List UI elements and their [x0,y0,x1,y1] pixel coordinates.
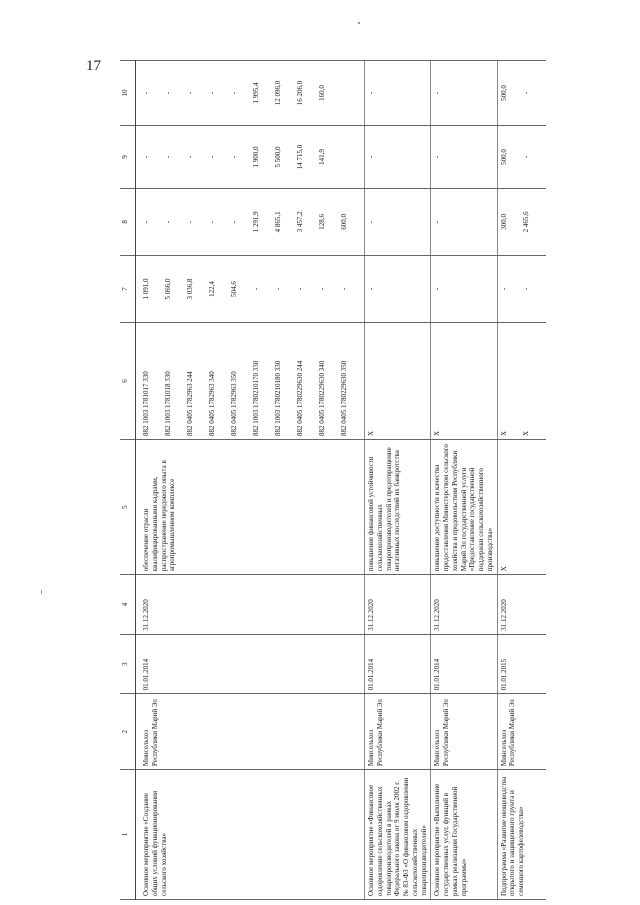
cell-value: 1 291,9 [252,211,260,233]
cell-value: 141,9 [318,149,326,165]
table-row [431,61,497,900]
cell-value: 160,0 [318,85,326,101]
table-cell-c6 [497,323,546,440]
header-cell: 10 [120,61,136,126]
cell-value: - [433,91,442,95]
table-cell-c8 [365,188,431,255]
table-cell-c8 [431,188,497,255]
cell-value: 882 0405 1782963 244 [186,371,194,436]
cell-value: - [142,155,150,159]
cell-value: - [252,287,260,291]
cell-value: - [318,287,326,291]
table-cell-c8 [136,188,365,255]
cell-value: 14 715,0 [296,144,304,170]
cell-value: - [230,91,238,95]
table-cell-c2: Минсельхоз Республики Марий Эл [431,694,497,770]
cell-value: X [521,430,530,436]
cell-value: - [230,155,238,159]
table-cell-c3: 01.01.2015 [497,634,546,694]
header-cell: 2 [120,694,136,770]
cell-value: - [367,287,375,291]
table-cell-c4: 31.12.2020 [136,575,365,635]
cell-value: 600,0 [340,214,348,230]
scan-speck [41,590,42,594]
rotated-table-container [120,60,620,900]
table-cell-c6 [365,323,431,440]
header-cell: 3 [120,634,136,694]
table-cell-c7 [497,255,546,322]
cell-value: - [521,91,530,95]
table-cell-c6 [431,323,497,440]
table-cell-c9 [431,126,497,189]
cell-value: 5 066,0 [164,278,172,300]
cell-value: 882 1003 1780210170 330 [252,360,260,436]
cell-value: - [208,91,216,95]
header-cell: 7 [120,255,136,322]
cell-value: 3 457,2 [296,211,304,233]
cell-value [340,64,362,122]
cell-value: - [521,155,530,159]
header-cell: 6 [120,323,136,440]
table-cell-c4: 31.12.2020 [365,575,431,635]
cell-value: - [433,220,442,224]
header-cell: 8 [120,188,136,255]
table-cell-c10 [431,61,497,126]
table-cell-c10 [497,61,546,126]
table-row [365,61,431,900]
table-cell-c1: Подпрограмма «Развитие овощеводства открытого и защищенного грунта и семенного картофелеводства» [497,770,546,900]
table-cell-c7 [365,255,431,322]
table-cell-c1: Основное мероприятие «Финансовое оздоровление сельскохозяйственных товаропроизводителей в рамках Федерального закона от 9 июля 2002 г. № 83-ФЗ «О финансовом оздоровлении сельскохозяйственных товаропроизводителей» [365,770,431,900]
table-cell-c1: Основное мероприятие «Выполнение государственных услуг, функций в рамках реализации Государственной программы» [431,770,497,900]
cell-value: 122,4 [208,281,216,297]
cell-value: - [142,91,150,95]
table-cell-c6 [136,323,365,440]
table-cell-c9 [136,126,365,189]
cell-value: 882 1003 1781017 330 [142,371,150,436]
cell-value: - [208,220,216,224]
cell-value: 882 0405 1780229630 350 [340,360,348,436]
cell-value: 300,0 [499,214,508,230]
table-cell-c3: 01.01.2014 [365,634,431,694]
table-cell-c9 [497,126,546,189]
cell-value: - [274,287,282,291]
table-cell-c4: 31.12.2020 [497,575,546,635]
cell-value: - [433,287,442,291]
table-row [497,61,546,900]
cell-value: X [499,430,508,436]
table-row [136,61,365,900]
cell-value: - [340,287,348,291]
page-number: 17 [86,58,101,74]
table-cell-c2: Минсельхоз Республики Марий Эл [365,694,431,770]
cell-value: 3 036,8 [186,278,194,300]
cell-value: - [164,220,172,224]
cell-value: 1 995,4 [252,82,260,104]
cell-value: 12 096,0 [274,80,282,106]
cell-value: 882 1003 1780210180 330 [274,360,282,436]
table-cell-c2: Минсельхоз Республики Марий Эл [136,694,365,770]
cell-value: - [367,220,375,224]
cell-value: 504,6 [230,281,238,297]
table-cell-c9 [365,126,431,189]
cell-value: 5 500,0 [274,146,282,168]
cell-value: - [296,287,304,291]
header-cell: 1 [120,770,136,900]
cell-value: 4 865,1 [274,211,282,233]
header-cell: 9 [120,126,136,189]
table-cell-c3: 01.01.2014 [431,634,497,694]
cell-value: 128,6 [318,214,326,230]
cell-value: 882 0405 1780229630 244 [296,360,304,436]
table-body [136,61,546,900]
header-row [120,61,136,900]
cell-value: 500,0 [499,85,508,101]
cell-value: 500,0 [499,149,508,165]
table-cell-c5: обеспечение отрасли квалифицированными кадрами, распространение передового опыта в агропромышленном комплексе [136,439,365,574]
cell-value: - [164,155,172,159]
cell-value: 882 0405 1782963 350 [230,371,238,436]
cell-value: - [186,155,194,159]
table-cell-c4: 31.12.2020 [431,575,497,635]
table-cell-c2: Минсельхоз Республики Марий Эл [497,694,546,770]
cell-value: 1 900,0 [252,146,260,168]
header-cell: 4 [120,575,136,635]
cell-value: - [230,220,238,224]
table-cell-c5: повышение доступности и качества предоставления Министерством сельского хозяйства и продовольствия Республики Марий Эл государственной услуги «Предоставление государственной поддержки сельскохозяйственного производства» [431,439,497,574]
cell-value: 2 465,6 [521,211,530,233]
cell-value: 882 0405 1782963 340 [208,371,216,436]
cell-value: - [433,155,442,159]
cell-value: - [208,155,216,159]
table-cell-c10 [136,61,365,126]
cell-value: - [367,91,375,95]
table-cell-c8 [497,188,546,255]
scan-speck [358,22,360,24]
header-cell: 5 [120,439,136,574]
cell-value: - [521,287,530,291]
table-cell-c7 [431,255,497,322]
cell-value: X [433,430,442,436]
table-cell-c1: Основное мероприятие «Создание общих условий функционирования сельского хозяйства» [136,770,365,900]
program-table [120,60,546,900]
table-cell-c3: 01.01.2014 [136,634,365,694]
cell-value [340,129,362,185]
table-cell-c10 [365,61,431,126]
cell-value: 882 0405 1780229630 340 [318,360,326,436]
cell-value: 16 206,0 [296,80,304,106]
cell-value: 1 091,0 [142,278,150,300]
cell-value: 882 1003 1781018 330 [164,371,172,436]
cell-value: - [186,220,194,224]
cell-value: - [142,220,150,224]
table-cell-c5: X [497,439,546,574]
cell-value: - [186,91,194,95]
cell-value: - [499,287,508,291]
cell-value: X [367,430,375,436]
cell-value: - [367,155,375,159]
cell-value: - [164,91,172,95]
table-cell-c7 [136,255,365,322]
table-cell-c5: повышение финансовой устойчивости сельскохозяйственных товаропроизводителей и предотвращение негативных последствий их банкротства [365,439,431,574]
